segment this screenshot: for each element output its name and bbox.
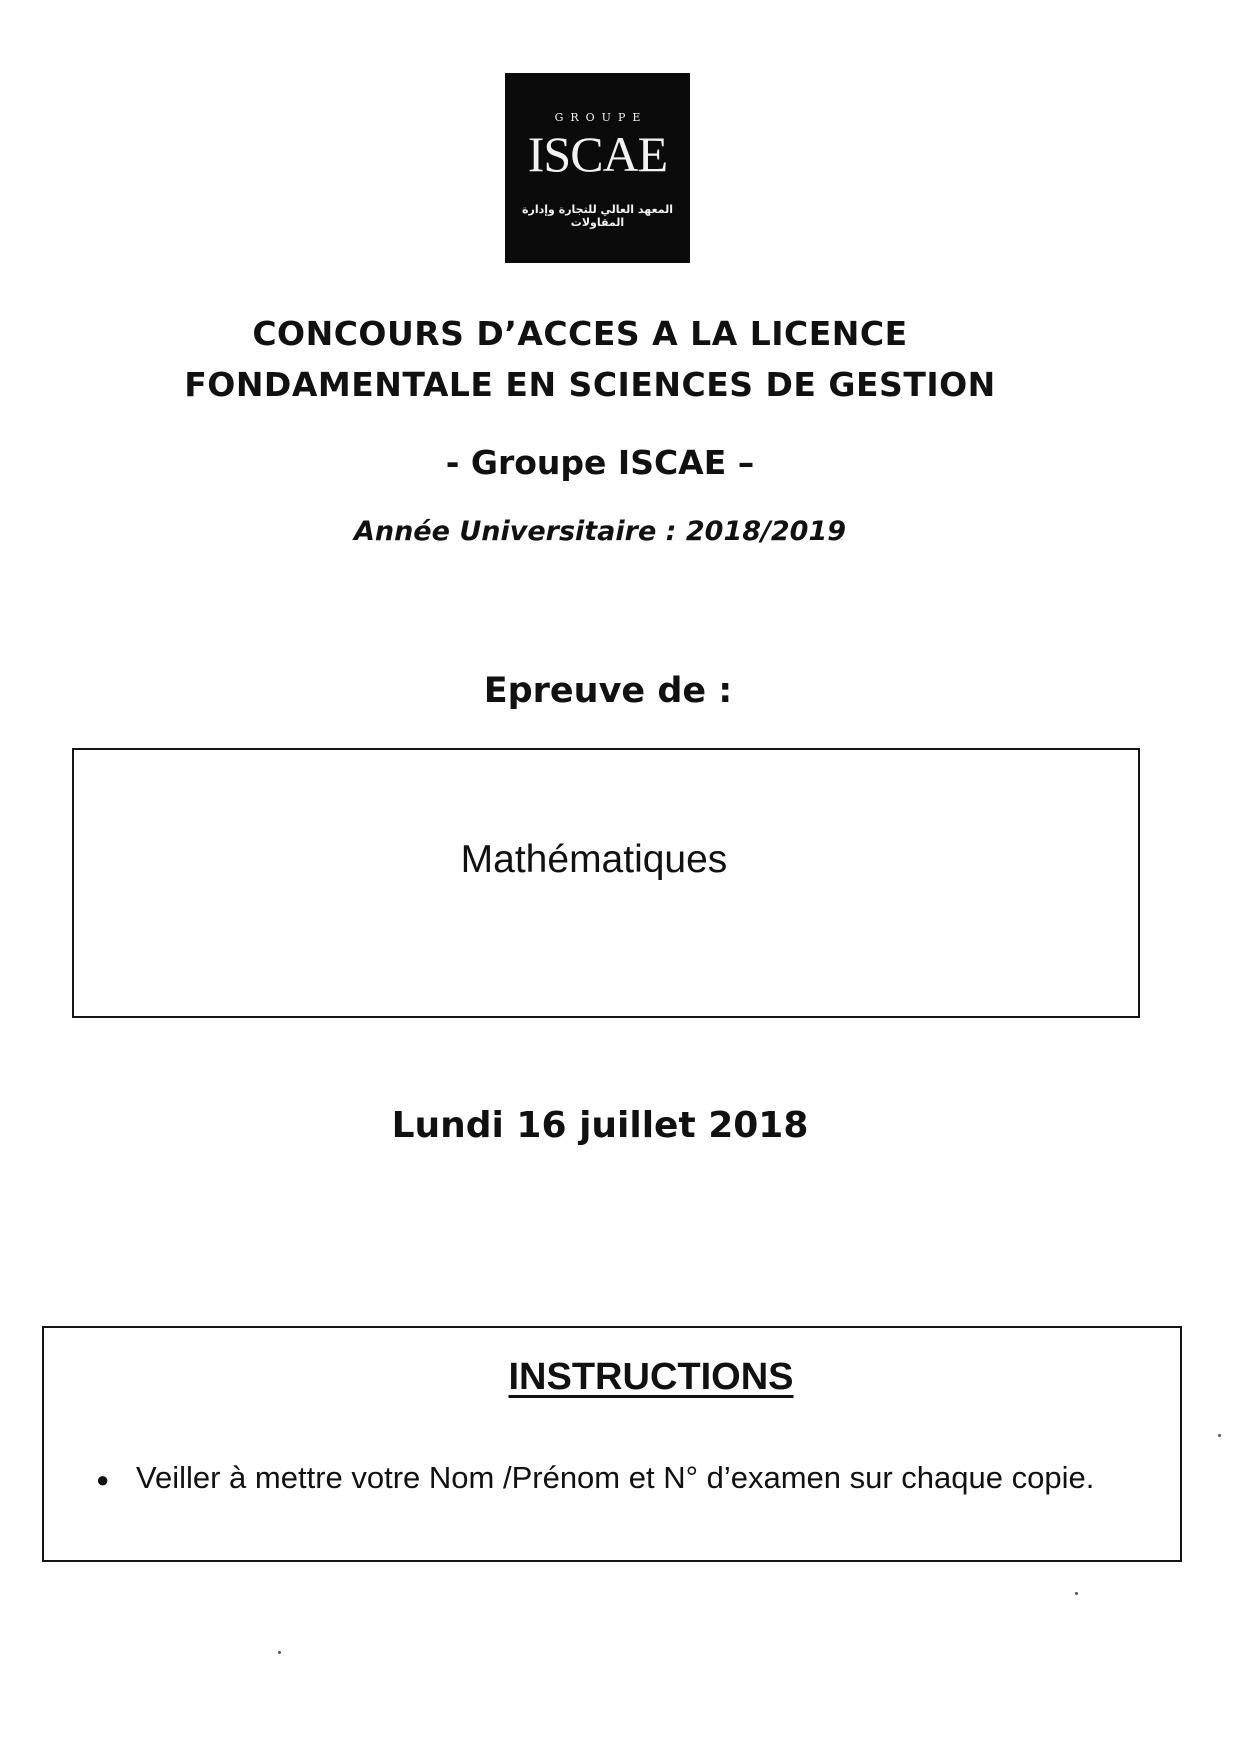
academic-year: Année Universitaire : 2018/2019 xyxy=(353,516,847,547)
instruction-text: Veiller à mettre votre Nom /Prénom et N° d’examen sur chaque copie. xyxy=(136,1460,1095,1495)
iscae-logo xyxy=(505,73,690,263)
logo-arabic-text: المعهد العالي للتجارة وإدارة المقاولات xyxy=(522,203,673,229)
instructions-box xyxy=(42,1326,1182,1562)
exam-subject: Mathématiques xyxy=(460,838,728,881)
scan-speck xyxy=(1075,1592,1078,1595)
exam-date: Lundi 16 juillet 2018 xyxy=(391,1105,809,1146)
subject-box xyxy=(72,748,1140,1018)
logo-main-text: ISCAE xyxy=(527,126,668,182)
scan-speck xyxy=(278,1651,281,1654)
title-line-1: CONCOURS D’ACCES A LA LICENCE xyxy=(252,314,908,353)
exam-label: Epreuve de : xyxy=(483,671,733,711)
scan-speck xyxy=(1218,1434,1221,1437)
instructions-title: INSTRUCTIONS xyxy=(508,1356,794,1398)
bullet-icon: ● xyxy=(96,1466,110,1492)
instruction-item xyxy=(96,1460,1094,1496)
group-name: - Groupe ISCAE – xyxy=(445,443,755,482)
logo-top-text: GROUPE xyxy=(554,111,648,124)
title-line-2: FONDAMENTALE EN SCIENCES DE GESTION xyxy=(184,365,996,404)
